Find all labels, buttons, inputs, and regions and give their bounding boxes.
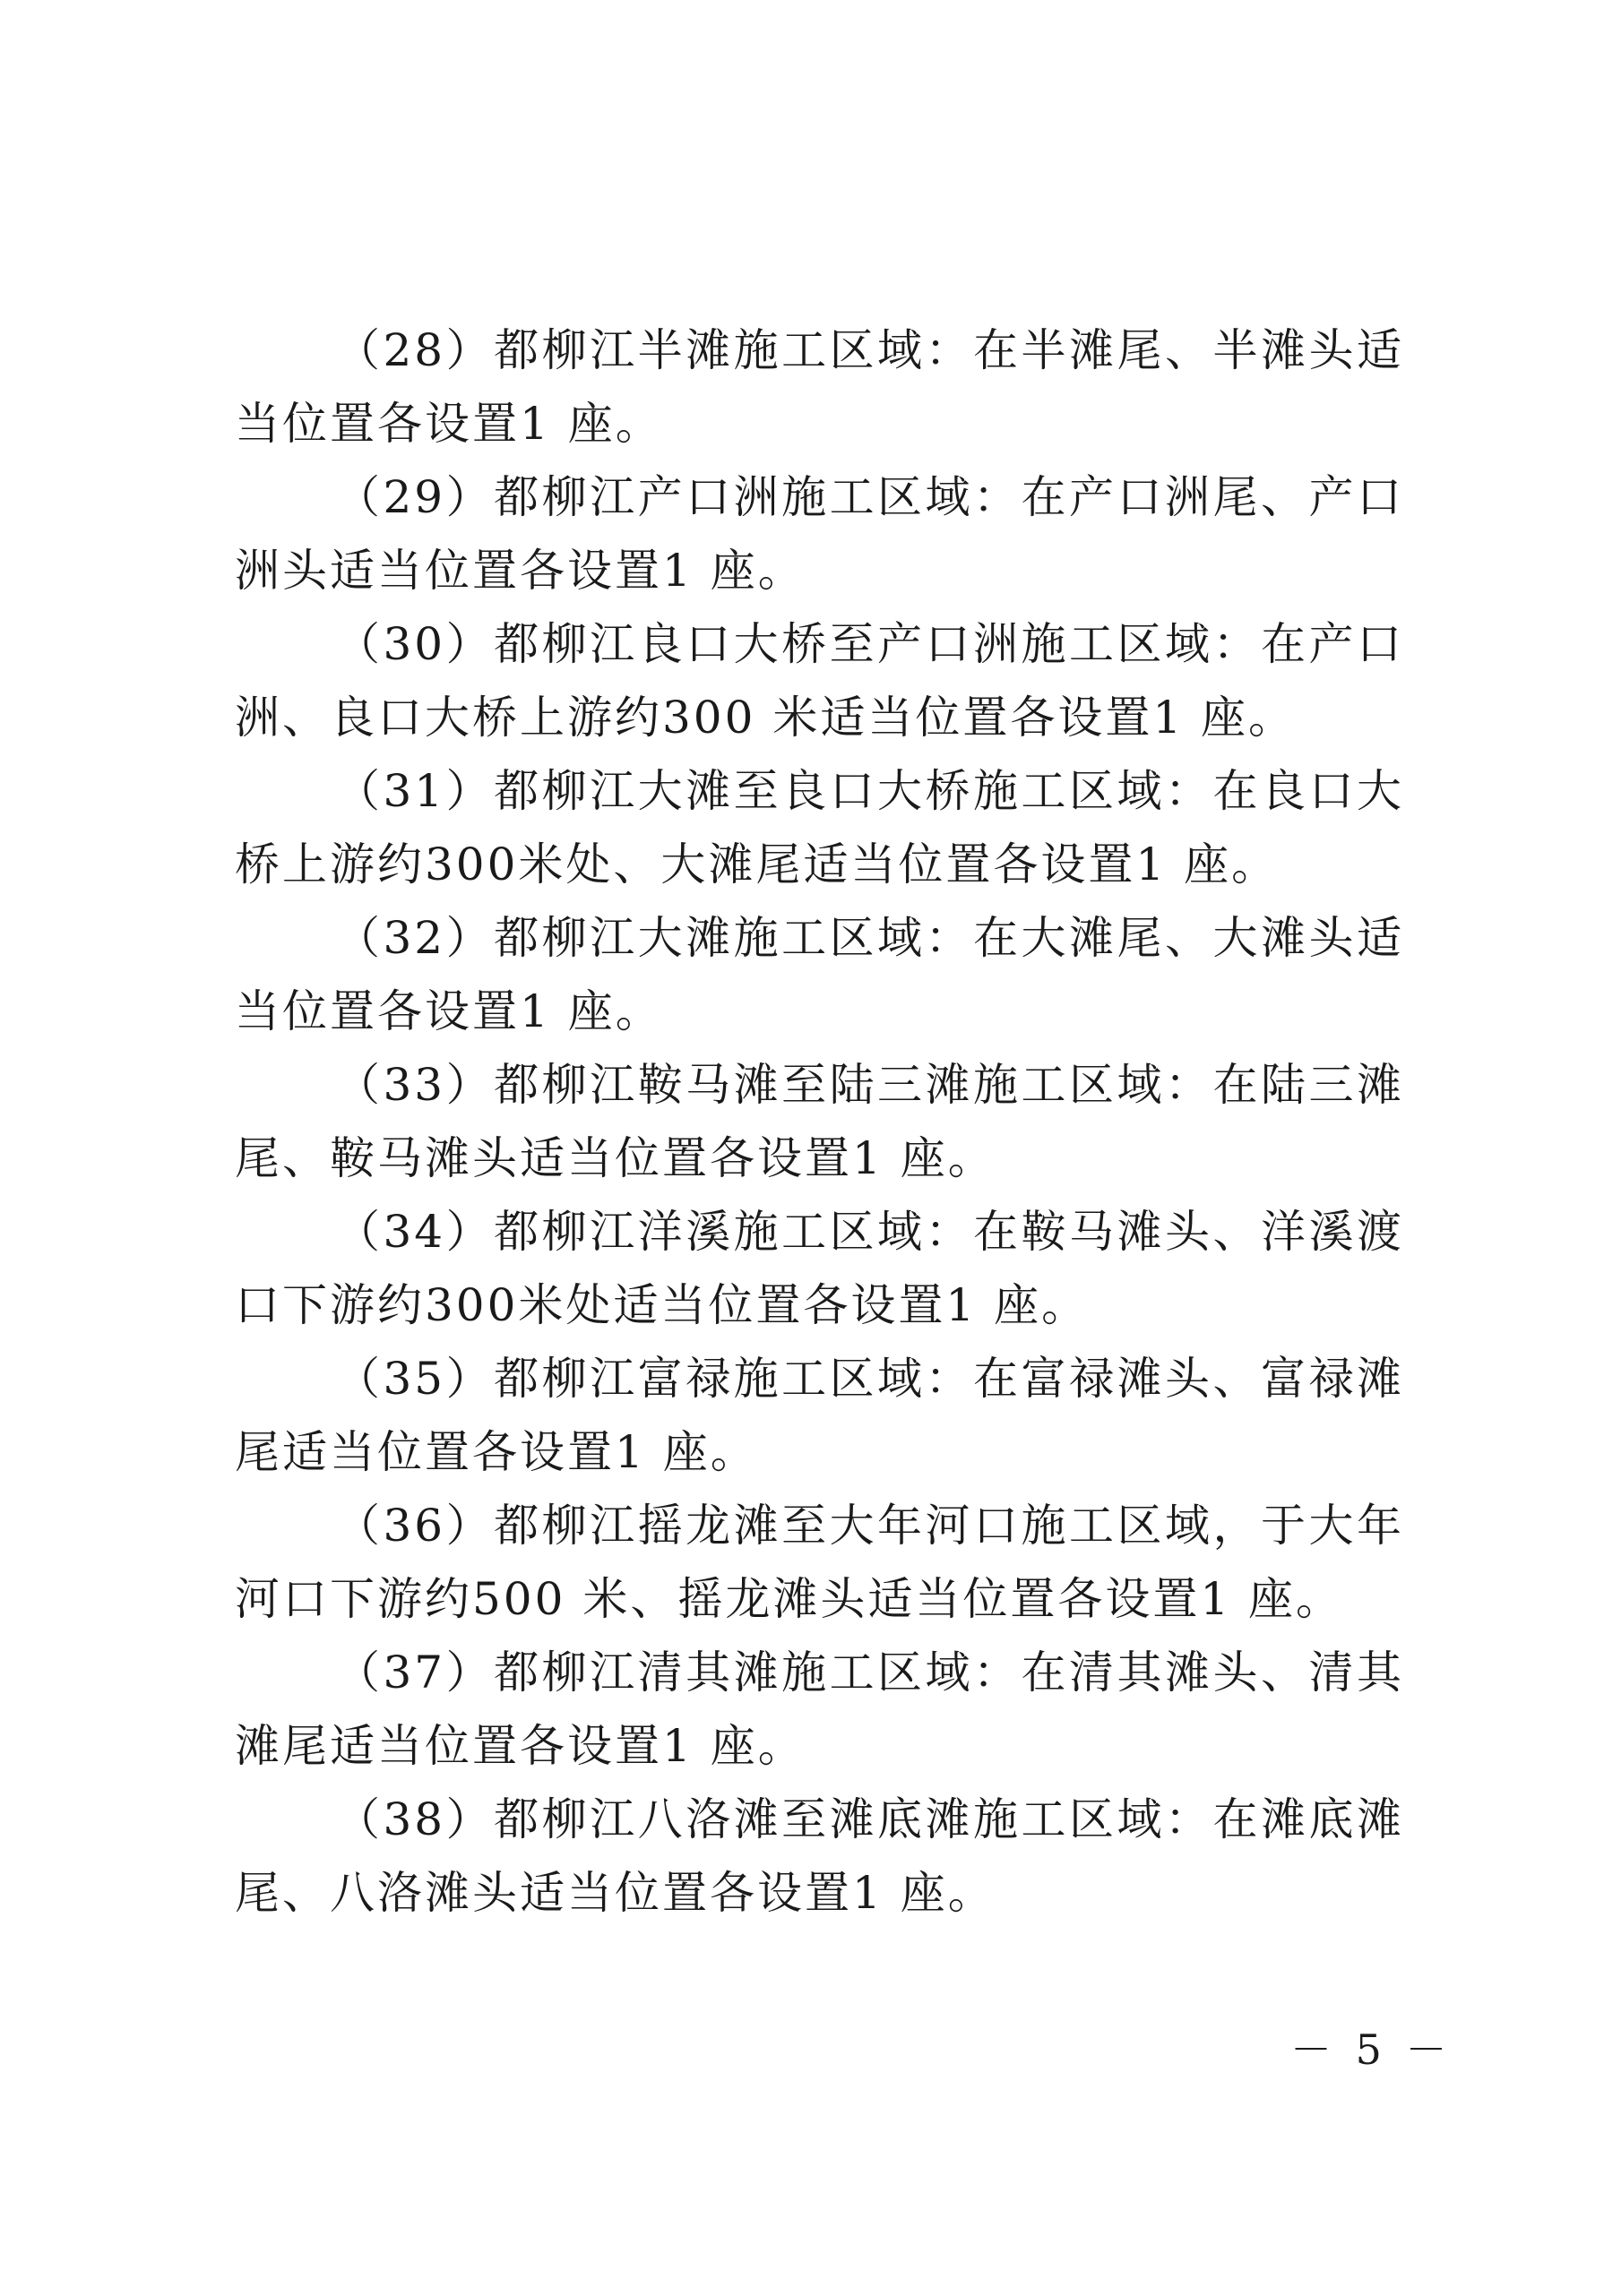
list-item: （30）都柳江良口大桥至产口洲施工区域：在产口洲、良口大桥上游约300 米适当位置各设置1 座。 — [235, 618, 1404, 744]
list-item: （37）都柳江清其滩施工区域：在清其滩头、清其滩尾适当位置各设置1 座。 — [235, 1647, 1404, 1772]
list-item: （34）都柳江洋溪施工区域：在鞍马滩头、洋溪渡口下游约300米处适当位置各设置1 座。 — [235, 1206, 1404, 1331]
list-item: （33）都柳江鞍马滩至陆三滩施工区域：在陆三滩尾、鞍马滩头适当位置各设置1 座。 — [235, 1059, 1404, 1184]
list-item: （31）都柳江大滩至良口大桥施工区域：在良口大桥上游约300米处、大滩尾适当位置各设置1 座。 — [235, 765, 1404, 890]
list-item: （32）都柳江大滩施工区域：在大滩尾、大滩头适当位置各设置1 座。 — [235, 912, 1404, 1037]
document-body — [235, 314, 1404, 1930]
list-item: （28）都柳江半滩施工区域：在半滩尾、半滩头适当位置各设置1 座。 — [235, 324, 1404, 450]
page-number: － 5 － — [1290, 2025, 1453, 2074]
list-item: （29）都柳江产口洲施工区域：在产口洲尾、产口洲头适当位置各设置1 座。 — [235, 471, 1404, 597]
list-item: （36）都柳江摇龙滩至大年河口施工区域，于大年河口下游约500 米、摇龙滩头适当位置各设置1 座。 — [235, 1500, 1404, 1625]
list-item: （35）都柳江富禄施工区域：在富禄滩头、富禄滩尾适当位置各设置1 座。 — [235, 1353, 1404, 1478]
list-item: （38）都柳江八洛滩至滩底滩施工区域：在滩底滩尾、八洛滩头适当位置各设置1 座。 — [235, 1793, 1404, 1919]
